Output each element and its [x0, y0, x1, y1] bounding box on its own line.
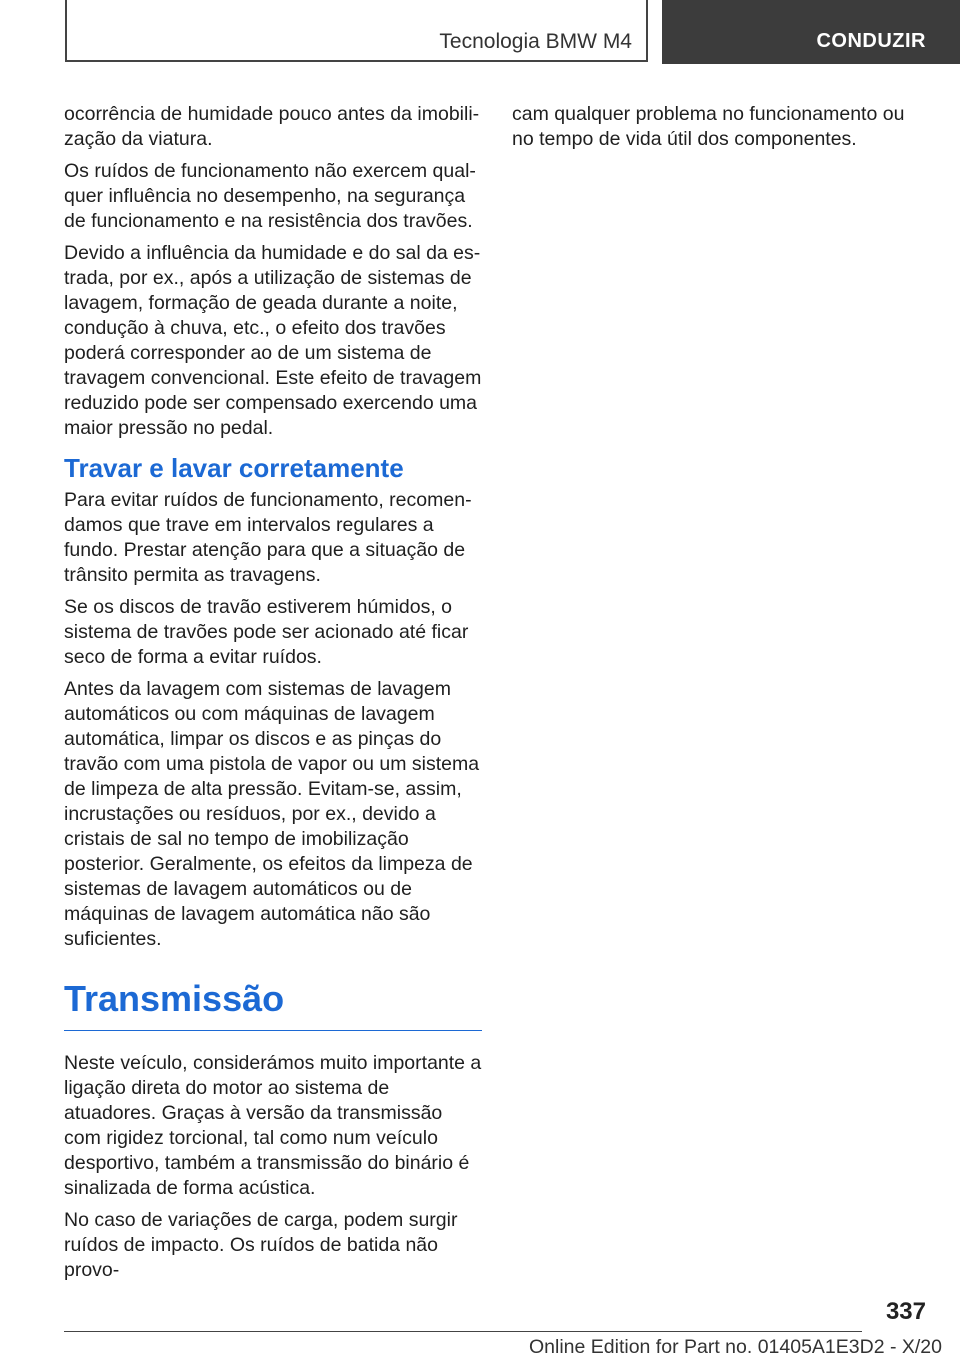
- section-heading: Transmissão: [64, 976, 482, 1031]
- paragraph: ocorrência de humidade pouco antes da imobilização da viatura.: [64, 103, 480, 150]
- paragraph: Os ruídos de funcionamento não exercem qualquer influência no desempenho, na segurança de funcionamento e na resistência dos travões.: [64, 160, 476, 232]
- section-tab: [662, 0, 960, 64]
- left-column: [64, 102, 482, 1290]
- paragraph: Para evitar ruídos de funcionamento, recomendamos que trave em intervalos regulares a fundo. Prestar atenção para que a situação de trânsito permita as travagens.: [64, 489, 472, 586]
- section-subheading: Travar e lavar corretamente: [64, 453, 404, 483]
- paragraph: Se os discos de travão estiverem húmidos, o sistema de travões pode ser acionado até ficar seco de forma a evitar ruídos.: [64, 596, 469, 668]
- footer-divider: [64, 1331, 862, 1332]
- paragraph: No caso de variações de carga, podem surgir ruídos de impacto. Os ruídos de batida não provo-: [64, 1209, 458, 1281]
- header-frame: [65, 0, 648, 62]
- page-number: 337: [885, 1298, 926, 1325]
- paragraph: cam qualquer problema no funcionamento ou no tempo de vida útil dos componentes.: [512, 103, 905, 150]
- paragraph: Devido a influência da humidade e do sal da estrada, por ex., após a utilização de sistemas de lavagem, formação de geada durante a noite, condução à chuva, etc., o efeito dos travões poderá corresponder ao de um sistema de travagem convencional. Este efeito de travagem reduzido pode ser compensado exercendo uma maior pressão no pedal.: [64, 242, 482, 439]
- header-title: Tecnologia BMW M4: [439, 30, 632, 53]
- section-tab-label: CONDUZIR: [816, 30, 926, 52]
- paragraph: Antes da lavagem com sistemas de lavagem automáticos ou com máquinas de lavagem automática, limpar os discos e as pinças do travão com uma pistola de vapor ou um sistema de limpeza de alta pressão. Evitam-se, assim, incrustações ou resíduos, por ex., devido a cristais de sal no tempo de imobilização posterior. Geralmente, os efeitos da limpeza de sistemas de lavagem automáticos ou de máquinas de lavagem automática não são suficientes.: [64, 678, 480, 950]
- right-column: [512, 102, 930, 159]
- paragraph: Neste veículo, considerámos muito importante a ligação direta do motor ao sistema de atuadores. Graças à versão da transmissão com rigidez torcional, tal como num veículo desportivo, também a transmissão do binário é sinalizada de forma acústica.: [64, 1052, 482, 1199]
- spacer: [64, 1031, 482, 1051]
- footer-edition: Online Edition for Part no. 01405A1E3D2 - X/20: [528, 1336, 942, 1358]
